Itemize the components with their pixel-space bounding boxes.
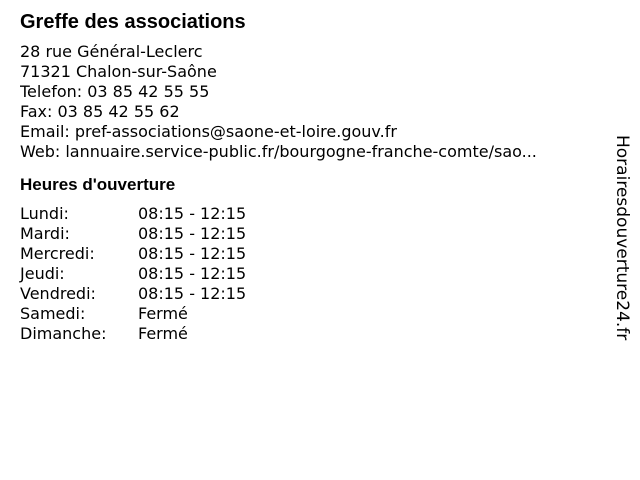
fax-number: Fax: 03 85 42 55 62 — [20, 102, 180, 121]
hours-value: Fermé — [138, 304, 188, 323]
day-label: Mardi: — [20, 224, 70, 243]
website-url: Web: lannuaire.service-public.fr/bourgogne-franche-comte/sao... — [20, 142, 537, 161]
address-city: 71321 Chalon-sur-Saône — [20, 62, 217, 81]
contact-block — [20, 42, 605, 162]
page-title: Greffe des associations — [20, 11, 246, 33]
hours-row-thursday — [20, 264, 605, 284]
hours-value: 08:15 - 12:15 — [138, 284, 247, 303]
hours-value: 08:15 - 12:15 — [138, 224, 247, 243]
hours-value: 08:15 - 12:15 — [138, 264, 247, 283]
hours-row-monday — [20, 204, 605, 224]
day-label: Vendredi: — [20, 284, 96, 303]
day-label: Dimanche: — [20, 324, 107, 343]
day-label: Samedi: — [20, 304, 86, 323]
day-label: Lundi: — [20, 204, 69, 223]
opening-hours-heading: Heures d'ouverture — [20, 175, 176, 194]
hours-row-saturday — [20, 304, 605, 324]
opening-hours-table — [20, 204, 605, 344]
hours-value: 08:15 - 12:15 — [138, 244, 247, 263]
hours-row-friday — [20, 284, 605, 304]
address-street: 28 rue Général-Leclerc — [20, 42, 203, 61]
hours-row-wednesday — [20, 244, 605, 264]
day-label: Mercredi: — [20, 244, 95, 263]
email-address: Email: pref-associations@saone-et-loire.gouv.fr — [20, 122, 397, 141]
hours-row-tuesday — [20, 224, 605, 244]
brand-watermark: Horairesdouverture24.fr — [612, 135, 632, 341]
hours-value: 08:15 - 12:15 — [138, 204, 247, 223]
hours-value: Fermé — [138, 324, 188, 343]
business-card — [20, 10, 605, 344]
day-label: Jeudi: — [20, 264, 65, 283]
hours-row-sunday — [20, 324, 605, 344]
phone-number: Telefon: 03 85 42 55 55 — [20, 82, 210, 101]
